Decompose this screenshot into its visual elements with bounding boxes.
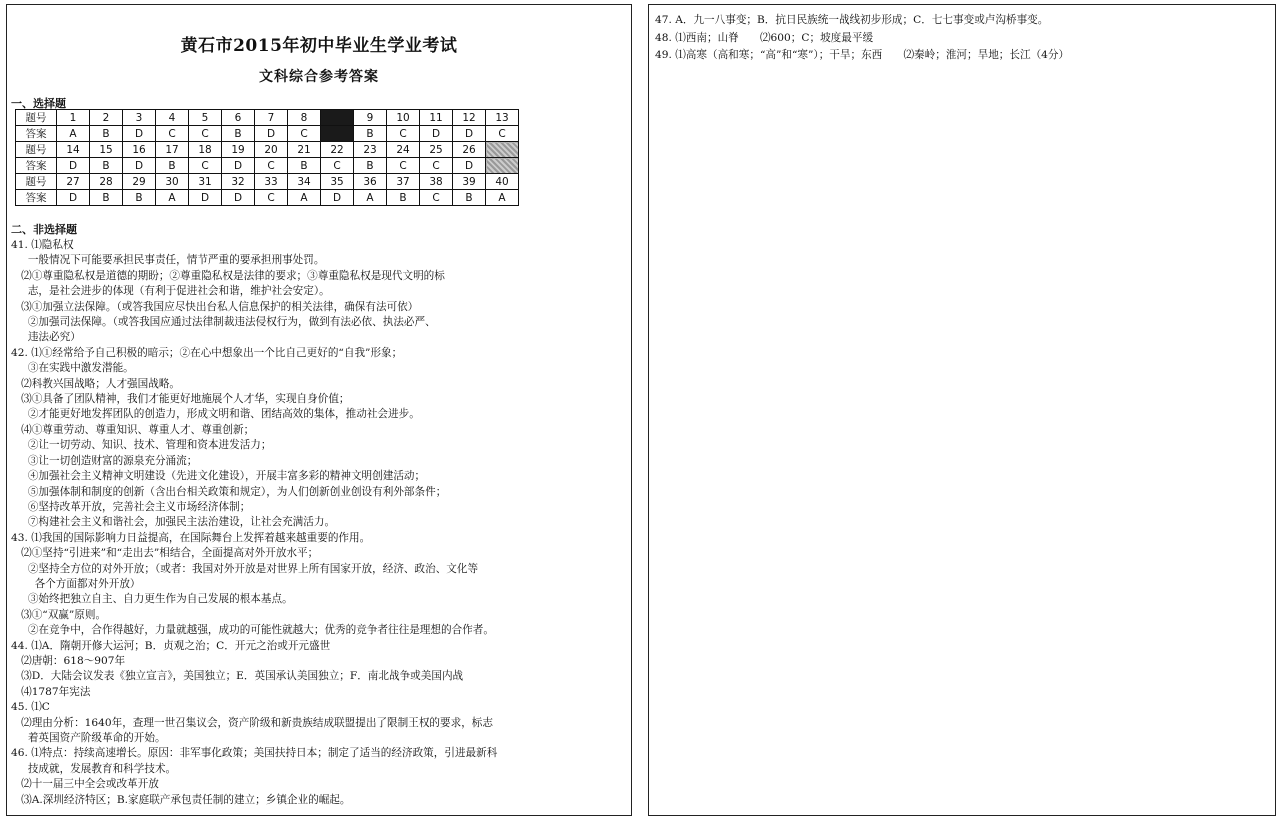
- table-cell: 4: [156, 110, 189, 126]
- answer-line: ⑶①具备了团队精神，我们才能更好地施展个人才华，实现自身价值；: [11, 393, 350, 406]
- row-label: 题号: [16, 142, 57, 158]
- answer-table: [15, 109, 519, 206]
- answer-line: ⑵科教兴国战略；人才强国战略。: [11, 377, 181, 390]
- table-cell: B: [354, 158, 387, 174]
- answer-line: ⑶D．大陆会议发表《独立宣言》，美国独立；E．英国承认美国独立；F．南北战争或美国内战: [11, 670, 464, 683]
- table-row: [16, 110, 519, 126]
- table-cell: 16: [123, 142, 156, 158]
- table-cell: 37: [387, 174, 420, 190]
- answer-line: 着英国资产阶级革命的开始。: [11, 732, 166, 744]
- table-cell: B: [90, 126, 123, 142]
- table-cell: 28: [90, 174, 123, 190]
- table-cell: C: [156, 126, 189, 142]
- answer-line: ⑥坚持改革开放，完善社会主义市场经济体制；: [11, 500, 251, 513]
- table-cell: D: [57, 190, 90, 206]
- answer-line: 违法必究）: [11, 331, 81, 344]
- table-cell: 14: [57, 142, 90, 158]
- table-cell: 1: [57, 110, 90, 126]
- answer-line: ③在实践中激发潜能。: [11, 362, 134, 375]
- table-cell: B: [90, 190, 123, 206]
- answer-line: ⑵①坚持“引进来”和“走出去”相结合，全面提高对外开放水平；: [11, 547, 319, 560]
- answer-page-left: [6, 4, 632, 816]
- table-cell: 32: [222, 174, 255, 190]
- table-cell: D: [255, 126, 288, 142]
- right-answer-lines: [655, 12, 1271, 65]
- answer-line: ⑷①尊重劳动、尊重知识、尊重人才、尊重创新；: [11, 423, 255, 436]
- answer-line: ⑵唐朝：618～907年: [11, 654, 126, 667]
- table-cell: 24: [387, 142, 420, 158]
- answer-line: 45. ⑴C: [11, 701, 50, 714]
- table-cell: 2: [90, 110, 123, 126]
- table-cell: 22: [321, 142, 354, 158]
- table-cell: B: [453, 190, 486, 206]
- table-cell: 9: [354, 110, 387, 126]
- table-cell: 6: [222, 110, 255, 126]
- table-cell: 25: [420, 142, 453, 158]
- table-cell: C: [255, 158, 288, 174]
- table-row: [16, 190, 519, 206]
- table-cell: 40: [486, 174, 519, 190]
- answer-line: ②坚持全方位的对外开放；（或者：我国对外开放是对世界上所有国家开放，经济、政治、文化等: [11, 562, 479, 575]
- table-cell: D: [321, 190, 354, 206]
- table-cell: 29: [123, 174, 156, 190]
- answer-line: 志，是社会进步的体现（有利于促进社会和谐，维护社会安定）。: [11, 285, 330, 298]
- row-label: 答案: [16, 190, 57, 206]
- table-cell: C: [189, 126, 222, 142]
- table-cell: 35: [321, 174, 354, 190]
- table-cell: 20: [255, 142, 288, 158]
- table-cell: [486, 158, 519, 174]
- answer-line: 42. ⑴①经常给予自己积极的暗示；②在心中想象出一个比自己更好的“自我”形象；: [11, 346, 403, 359]
- table-cell: A: [156, 190, 189, 206]
- answer-line: 41. ⑴隐私权: [11, 239, 74, 251]
- row-label: 答案: [16, 126, 57, 142]
- table-cell: C: [420, 190, 453, 206]
- table-cell: C: [486, 126, 519, 142]
- table-cell: 21: [288, 142, 321, 158]
- table-cell: A: [57, 126, 90, 142]
- table-cell: 38: [420, 174, 453, 190]
- answer-line: ⑶①加强立法保障。（或答我国应尽快出台私人信息保护的相关法律，确保有法可依）: [11, 300, 419, 313]
- answer-line: ⑵①尊重隐私权是道德的期盼；②尊重隐私权是法律的要求；③尊重隐私权是现代文明的标: [11, 269, 445, 282]
- table-cell: D: [420, 126, 453, 142]
- answer-line: ⑶A.深圳经济特区；B.家庭联产承包责任制的建立；乡镇企业的崛起。: [11, 793, 351, 806]
- table-cell: 18: [189, 142, 222, 158]
- answer-line: ⑦构建社会主义和谐社会，加强民主法治建设，让社会充满活力。: [11, 516, 336, 529]
- table-cell: C: [420, 158, 453, 174]
- table-cell: 5: [189, 110, 222, 126]
- answer-line: ④加强社会主义精神文明建设（先进文化建设），开展丰富多彩的精神文明创建活动；: [11, 470, 426, 483]
- page-title: 黄石市2015年初中毕业生学业考试: [180, 36, 458, 56]
- table-cell: 11: [420, 110, 453, 126]
- table-cell: B: [156, 158, 189, 174]
- section-heading-nonchoice: 二、非选择题: [11, 223, 77, 236]
- answer-line: ②在竞争中，合作得越好，力量就越强，成功的可能性就越大；优秀的竞争者往往是理想的合作者。: [11, 624, 494, 637]
- answer-line: ⑷1787年宪法: [11, 685, 91, 698]
- row-label: 题号: [16, 110, 57, 126]
- table-cell: 33: [255, 174, 288, 190]
- answer-line: 一般情况下可能要承担民事责任，情节严重的要承担刑事处罚。: [11, 254, 325, 267]
- answer-line: ②加强司法保障。（或答我国应通过法律制裁违法侵权行为，做到有法必依、执法必严、: [11, 316, 436, 329]
- table-cell: D: [453, 126, 486, 142]
- answer-line: ③始终把独立自主、自力更生作为自己发展的根本基点。: [11, 593, 293, 606]
- answer-line: 46. ⑴特点：持续高速增长。原因：非军事化政策；美国扶持日本；制定了适当的经济政策，引进最新科: [11, 747, 498, 760]
- table-cell: A: [486, 190, 519, 206]
- table-cell: D: [57, 158, 90, 174]
- table-cell: [321, 126, 354, 142]
- table-cell: 34: [288, 174, 321, 190]
- table-cell: 10: [387, 110, 420, 126]
- table-cell: D: [123, 158, 156, 174]
- row-label: 答案: [16, 158, 57, 174]
- table-cell: 12: [453, 110, 486, 126]
- table-cell: C: [189, 158, 222, 174]
- answer-page-right: [648, 4, 1276, 816]
- table-cell: C: [387, 126, 420, 142]
- table-cell: B: [288, 158, 321, 174]
- table-cell: 17: [156, 142, 189, 158]
- table-cell: [321, 110, 354, 126]
- answer-line: 44. ⑴A．隋朝开修大运河；B．贞观之治；C．开元之治或开元盛世: [11, 639, 331, 652]
- answer-line: ⑵十一届三中全会或改革开放: [11, 778, 159, 791]
- answer-line: 各个方面都对外开放）: [11, 577, 141, 590]
- table-cell: D: [123, 126, 156, 142]
- answer-line: 48. ⑴西南；山脊 ⑵600；C；坡度最平缓: [655, 31, 874, 44]
- table-cell: B: [387, 190, 420, 206]
- answer-line: ③让一切创造财富的源泉充分涌流；: [11, 454, 198, 467]
- table-cell: 3: [123, 110, 156, 126]
- answer-line: 49. ⑴高寒（高和寒；“高”和“寒”）；干旱；东西 ⑵秦岭；淮河；旱地；长江（4分）: [655, 49, 1070, 61]
- table-row: [16, 158, 519, 174]
- table-cell: [486, 142, 519, 158]
- table-cell: A: [354, 190, 387, 206]
- table-cell: C: [255, 190, 288, 206]
- table-cell: 26: [453, 142, 486, 158]
- table-cell: 19: [222, 142, 255, 158]
- table-row: [16, 142, 519, 158]
- table-cell: 27: [57, 174, 90, 190]
- table-cell: B: [354, 126, 387, 142]
- table-cell: 13: [486, 110, 519, 126]
- left-answer-lines: [11, 238, 629, 808]
- table-cell: 31: [189, 174, 222, 190]
- table-cell: C: [321, 158, 354, 174]
- answer-line: ②才能更好地发挥团队的创造力，形成文明和谐、团结高效的集体，推动社会进步。: [11, 408, 420, 421]
- table-cell: 30: [156, 174, 189, 190]
- table-cell: 39: [453, 174, 486, 190]
- table-cell: B: [222, 126, 255, 142]
- page-subtitle: 文科综合参考答案: [259, 69, 379, 85]
- answer-line: 47. A．九一八事变；B．抗日民族统一战线初步形成；C．七七事变或卢沟桥事变。: [655, 14, 1049, 26]
- table-cell: D: [222, 190, 255, 206]
- table-cell: A: [288, 190, 321, 206]
- table-row: [16, 126, 519, 142]
- answer-line: ②让一切劳动、知识、技术、管理和资本进发活力；: [11, 439, 272, 452]
- table-cell: D: [222, 158, 255, 174]
- answer-line: 技成就，发展教育和科学技术。: [11, 762, 177, 775]
- table-cell: D: [189, 190, 222, 206]
- table-cell: D: [453, 158, 486, 174]
- table-cell: B: [90, 158, 123, 174]
- answer-line: 43. ⑴我国的国际影响力日益提高，在国际舞台上发挥着越来越重要的作用。: [11, 531, 371, 544]
- table-cell: B: [123, 190, 156, 206]
- answer-line: ⑤加强体制和制度的创新（含出台相关政策和规定），为人们创新创业创设有利外部条件；: [11, 485, 447, 498]
- table-cell: 7: [255, 110, 288, 126]
- table-cell: C: [288, 126, 321, 142]
- answer-line: ⑵理由分析：1640年，查理一世召集议会，资产阶级和新贵族结成联盟提出了限制王权的要求，标志: [11, 716, 493, 729]
- section-heading-choice: 一、选择题: [11, 97, 66, 110]
- answer-line: ⑶①“双赢”原则。: [11, 608, 107, 621]
- table-row: [16, 174, 519, 190]
- table-cell: 15: [90, 142, 123, 158]
- table-cell: 8: [288, 110, 321, 126]
- table-cell: 36: [354, 174, 387, 190]
- table-cell: C: [387, 158, 420, 174]
- table-cell: 23: [354, 142, 387, 158]
- row-label: 题号: [16, 174, 57, 190]
